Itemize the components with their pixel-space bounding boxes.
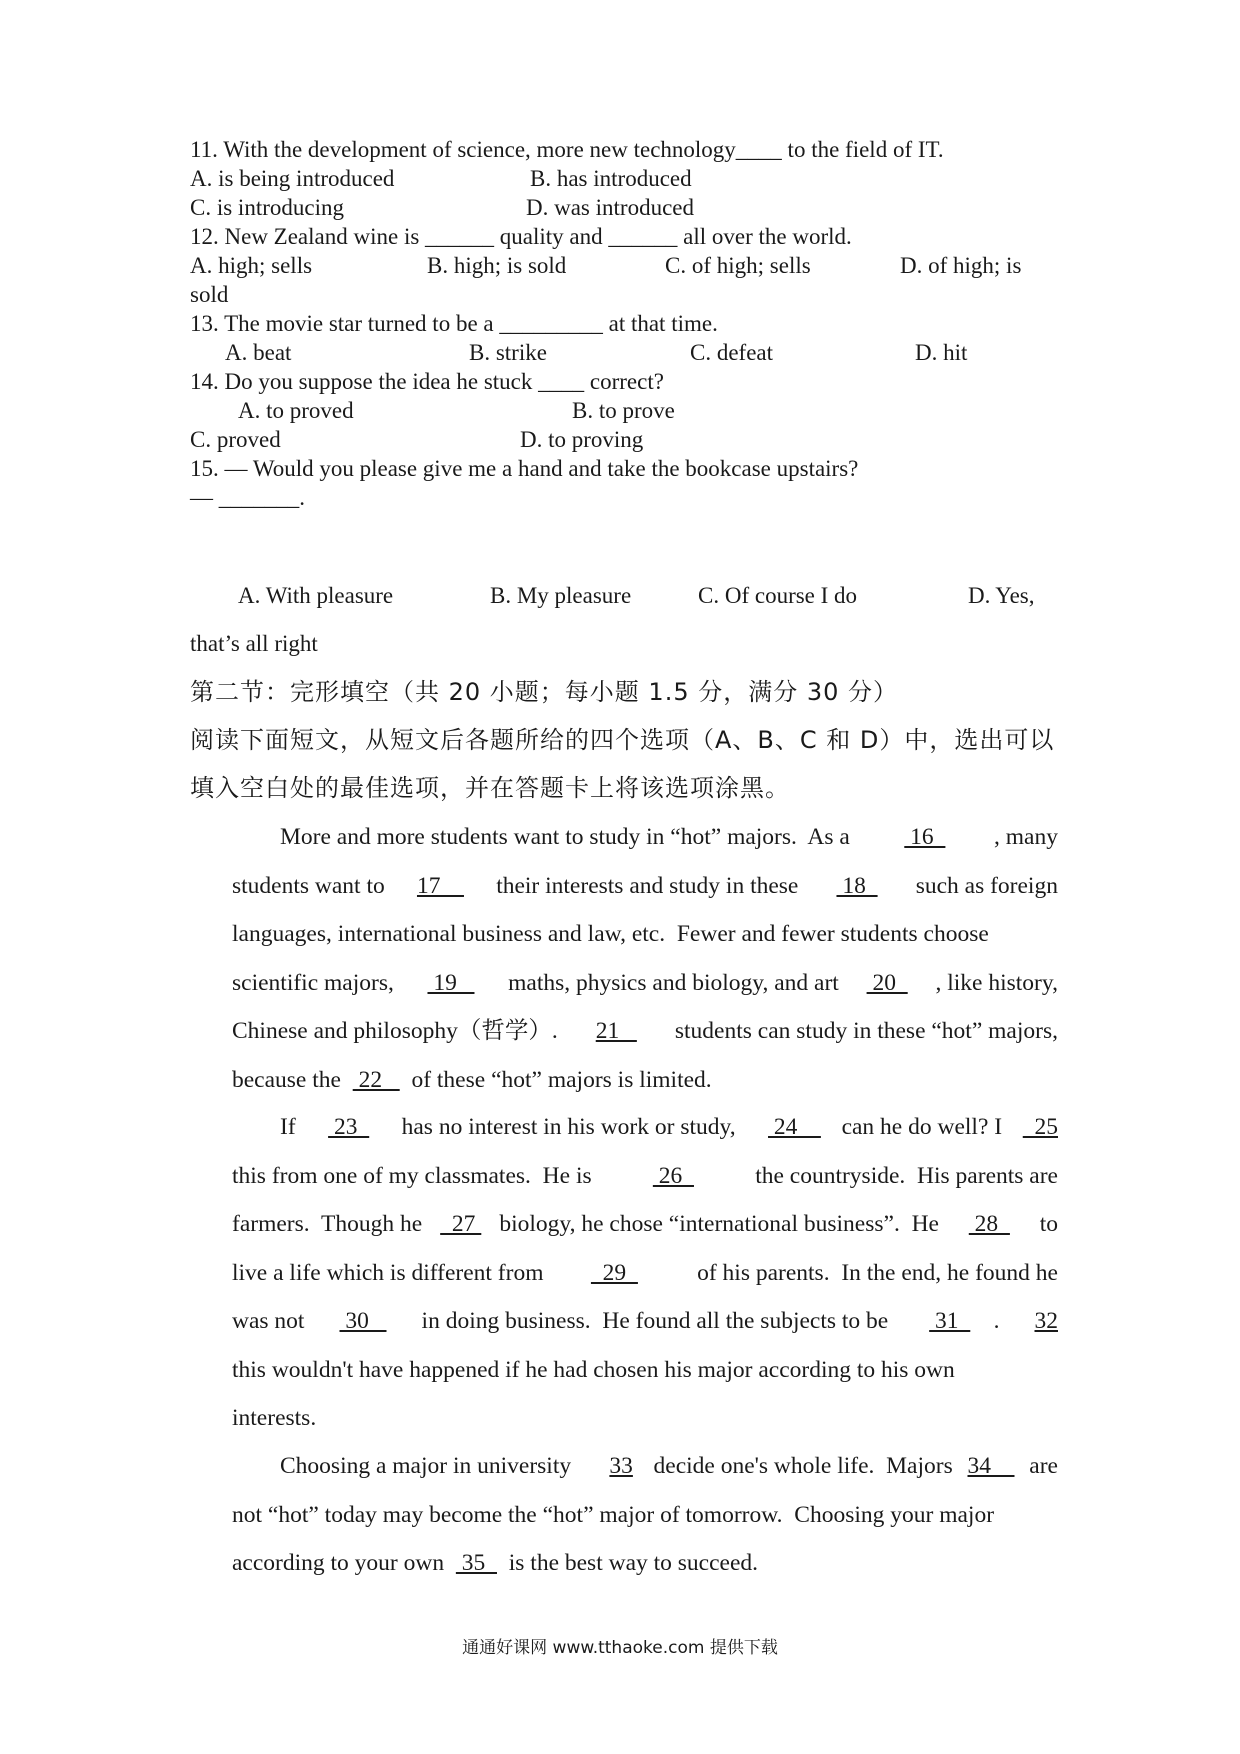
passage-text: More and more students want to study in “hot” majors. As a (280, 824, 856, 850)
question-12-stem: 12. New Zealand wine is ______ quality and ______ all over the world. (190, 224, 852, 249)
passage-line (232, 919, 1058, 949)
q15-option-a: A. With pleasure (238, 583, 394, 608)
cloze-blank: 17 (416, 872, 464, 899)
cloze-blank: 18 (836, 872, 878, 899)
passage-text: the countryside. His parents are (743, 1162, 1058, 1189)
passage-text: such as foreign (909, 872, 1058, 899)
passage-text: in doing business. He found all the subjects to be (409, 1308, 906, 1334)
passage-text: this wouldn't have happened if he had chosen his major according to his own (232, 1356, 955, 1383)
q12-option-c: C. of high; sells (665, 253, 811, 278)
passage-text: to (1027, 1211, 1058, 1237)
passage-text: this from one of my classmates. He is (232, 1162, 604, 1189)
passage-line (232, 871, 1058, 901)
passage-text: Chinese and philosophy（哲学）. (232, 1018, 564, 1044)
q13-option-d: D. hit (915, 340, 968, 365)
q12-option-a: A. high; sells (190, 253, 313, 278)
q15-option-b: B. My pleasure (490, 583, 632, 608)
passage-line (232, 1258, 1058, 1288)
question-13-stem: 13. The movie star turned to be a _________ at that time. (190, 311, 718, 336)
passage-line (232, 1065, 1058, 1095)
passage-line (232, 1355, 1058, 1385)
passage-line (232, 1500, 1058, 1530)
q11-option-a: A. is being introduced (190, 166, 395, 191)
q15-option-c: C. Of course I do (698, 583, 858, 608)
passage-text: students can study in these “hot” majors, (669, 1018, 1058, 1044)
passage-text: farmers. Though he (232, 1211, 423, 1237)
q12-option-d-continuation: sold (190, 282, 229, 307)
q14-option-c: C. proved (190, 427, 281, 452)
cloze-blank: 24 (768, 1114, 821, 1140)
cloze-blank: 31 (929, 1308, 971, 1334)
passage-text: . (993, 1308, 1012, 1334)
q13-option-b: B. strike (469, 340, 547, 365)
passage-text: of these “hot” majors is limited. (399, 1066, 712, 1093)
passage-text: not “hot” today may become the “hot” major of tomorrow. Choosing your major (232, 1501, 995, 1528)
passage-line (232, 1016, 1058, 1046)
passage-text: are (1029, 1453, 1058, 1479)
cloze-blank: 26 (652, 1162, 694, 1189)
passage-line (232, 1306, 1058, 1336)
passage-line (232, 1209, 1058, 1239)
cloze-blank: 19 (427, 969, 475, 996)
cloze-blank: 16 (904, 824, 946, 850)
passage-line (232, 1403, 1058, 1433)
passage-text: can he do well? I (841, 1114, 1003, 1140)
passage-text: because the (232, 1066, 353, 1093)
passage-text: students want to (232, 872, 385, 899)
cloze-blank: 35 (455, 1550, 497, 1576)
cloze-blank: 25 (1022, 1114, 1058, 1140)
q14-option-d: D. to proving (520, 427, 644, 452)
cloze-blank: 22 (352, 1066, 400, 1093)
passage-line (232, 968, 1058, 998)
footer-credit: 通通好课网 www.tthaoke.com 提供下载 (462, 1638, 778, 1658)
passage-text: live a life which is different from (232, 1259, 544, 1286)
section-heading: 第二节：完形填空（共 20 小题；每小题 1.5 分，满分 30 分） (190, 678, 899, 706)
passage-line (280, 822, 1058, 852)
passage-text: maths, physics and biology, and art (502, 969, 839, 996)
passage-text: biology, he chose “international business”. He (499, 1211, 951, 1237)
passage-text: , many (994, 824, 1058, 850)
q11-option-b: B. has introduced (530, 166, 692, 191)
passage-text: , like history, (935, 969, 1058, 996)
cloze-blank: 27 (440, 1211, 482, 1237)
passage-text: decide one's whole life. Majors (647, 1453, 953, 1479)
cloze-blank: 32 (1034, 1308, 1058, 1334)
question-15-stem: 15. — Would you please give me a hand and take the bookcase upstairs? (190, 456, 859, 481)
question-11-stem: 11. With the development of science, more new technology____ to the field of IT. (190, 137, 944, 162)
passage-text: according to your own (232, 1550, 456, 1576)
passage-text: interests. (232, 1405, 317, 1431)
q14-option-a: A. to proved (238, 398, 354, 423)
cloze-blank: 30 (339, 1308, 387, 1334)
question-14-stem: 14. Do you suppose the idea he stuck ____ correct? (190, 369, 664, 394)
q12-option-d: D. of high; is (900, 253, 1022, 278)
q12-option-b: B. high; is sold (427, 253, 567, 278)
q11-option-c: C. is introducing (190, 195, 344, 220)
passage-text: If (280, 1114, 308, 1140)
passage-text: Choosing a major in university (280, 1453, 595, 1479)
q11-option-d: D. was introduced (526, 195, 694, 220)
passage-text: was not (232, 1308, 317, 1334)
q15-option-d: D. Yes, (968, 583, 1035, 608)
q15-answer-blank: — _______. (190, 485, 305, 510)
passage-text: has no interest in his work or study, (389, 1114, 748, 1140)
passage-line (280, 1451, 1058, 1481)
q13-option-a: A. beat (225, 340, 292, 365)
passage-line (232, 1548, 1058, 1578)
cloze-blank: 21 (595, 1018, 637, 1044)
cloze-blank: 28 (968, 1211, 1010, 1237)
q14-option-b: B. to prove (572, 398, 675, 423)
q13-option-c: C. defeat (690, 340, 774, 365)
cloze-blank: 29 (590, 1259, 638, 1286)
cloze-blank: 34 (967, 1453, 1015, 1479)
q15-option-d-continuation: that’s all right (190, 631, 318, 656)
cloze-blank: 20 (866, 969, 908, 996)
passage-text: languages, international business and law, etc. Fewer and fewer students choose (232, 921, 989, 947)
passage-text: of his parents. In the end, he found he (685, 1259, 1058, 1286)
passage-text: their interests and study in these (496, 872, 805, 899)
passage-line (280, 1112, 1058, 1142)
passage-line (232, 1161, 1058, 1191)
section-instruction-line-1: 阅读下面短文，从短文后各题所给的四个选项（A、B、C 和 D）中，选出可以 (190, 726, 1055, 754)
passage-text: is the best way to succeed. (496, 1550, 759, 1576)
section-instruction-line-2: 填入空白处的最佳选项，并在答题卡上将该选项涂黑。 (190, 774, 790, 802)
cloze-blank: 23 (328, 1114, 370, 1140)
cloze-blank: 33 (609, 1453, 633, 1479)
passage-text: scientific majors, (232, 969, 400, 996)
